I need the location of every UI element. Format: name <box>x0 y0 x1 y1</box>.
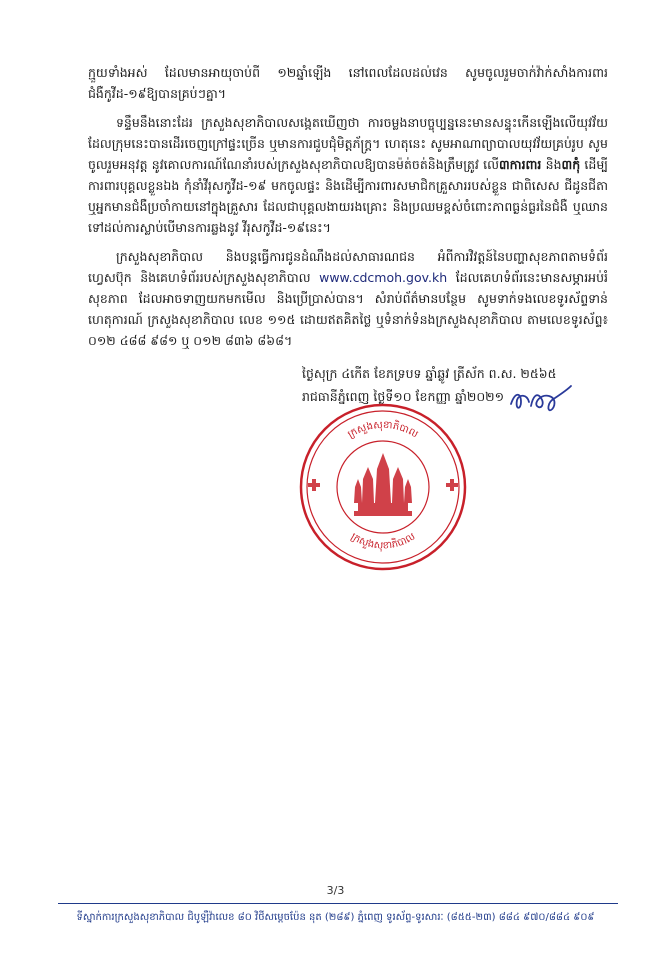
ministry-seal <box>288 395 478 575</box>
letter-body <box>88 62 608 359</box>
page-number: 3/3 <box>326 884 345 897</box>
paragraph-text: និង <box>541 157 562 172</box>
paragraph-youth-transmission <box>88 112 608 238</box>
seal-top-text: ក្រសួងសុខាភិបាល <box>346 419 420 441</box>
svg-text:ក្រសួងសុខាភិបាល <box>349 531 418 553</box>
website-link[interactable]: www.cdcmoh.gov.kh <box>319 270 448 285</box>
paragraph-text: ក្មួយទាំងអស់ ដែលមានអាយុចាប់ពី ១២ឆ្នាំឡើង នៅពេលដែលដល់វេន សូមចូលរួមចាក់វ៉ាក់សាំងការពារជំងឺកូវីដ-១៩ឱ្យបានគ្រប់ៗគ្នា។ <box>88 65 608 101</box>
paragraph-text: ដែលគេហទំព័រនេះមានសម្ភារអប់រំសុខភាព ដែលអាចទាញយកមកមើល និងប្រើប្រាស់បាន។ សំរាប់ព័ត៌មានបន្ថែម សូមទាក់ទងលេខទូរស័ព្ទទាន់ហេតុការណ៍ ក្រសួងសុខាភិបាល លេខ ១១៥ ដោយឥតគិតថ្លៃ ឬទំនាក់ទំនងក្រសួងសុខាភិបាល តាមលេខទូរស័ព្ទ៖ ០១២ ៤៨៨ ៩៨១ ឬ ០១២ ៨៣៦ ៨៦៨។ <box>88 270 608 348</box>
gregorian-date: រាជធានីភ្នំពេញ ថ្ងៃទី១០ ខែកញ្ញា ឆ្នាំ២០២១ <box>302 389 505 404</box>
footer-address: ទីស្នាក់ការក្រសួងសុខាភិបាល ជិបូឡឺវ៉ាលេខ ៨០ វិថីសម្ដេចប៉ែន នុត (២៨៩) ភ្នំពេញ ទូរស័ព្ទ-ទូរសារៈ (៨៥៥-២៣) ៨៨៤ ៩៧០/៨៨៤ ៩០៩ <box>76 912 595 923</box>
three-protect-phrase: ៣ការពារ <box>498 157 542 172</box>
paragraph-contact-info <box>88 246 608 351</box>
footer-divider <box>58 903 618 904</box>
paragraph-text: ទន្ទឹមនឹងនោះដែរ ក្រសួងសុខាភិបាលសង្កេតឃើញថា ការចម្លងនាបច្ចុប្បន្ននេះមានសន្ទុះកើនឡើងលើយុវវ័យ ដែលក្រុមនេះបានដើរចេញក្រៅផ្ទះច្រើន ឬមានការជួបជុំមិត្តភ័ក្ត្រ។ ហេតុនេះ សូមអាណាព្យាបាលយុវវ័យគ្រប់រូប សូមចូលរួមអនុវត្ត នូវគោលការណ៍ណែនាំរបស់ក្រសួងសុខាភិបាលឱ្យបានម៉ត់ចត់និងត្រឹមត្រូវ លើ <box>88 115 608 172</box>
paragraph-text: ដើម្បីការពារបុគ្គលខ្លួនឯង កុំនាំវីរុសកូវីដ-១៩ មកចូលផ្ទះ និងដើម្បីការពារសមាជិកគ្រួសាររបស់ខ្លួន ជាពិសេស ជីដូនជីតា ឬអ្នកមានជំងឺប្រចាំកាយនៅក្នុងគ្រួសារ ដែលជាបុគ្គលងាយរងគ្រោះ និងប្រឈមខ្ពស់ចំពោះភាពធ្ងន់ធ្ងរនៃជំងឺ ឬឈានទៅដល់ការស្លាប់បើមានការឆ្លងនូវ វីរុសកូវីដ-១៩នេះ។ <box>88 157 608 235</box>
paragraph-text: ក្រសួងសុខាភិបាល និងបន្តធ្វើការជូនដំណឹងដល់សាធារណជន អំពីការវិវត្តន៍នៃបញ្ហាសុខភាពតាមទំព័រហ្វេសប៊ុក និងគេហទំព័ររបស់ក្រសួងសុខាភិបាល <box>88 249 608 285</box>
signature-scribble <box>507 382 577 418</box>
svg-text:ក្រសួងសុខាភិបាល <box>346 419 420 441</box>
paragraph-continuation <box>88 62 608 104</box>
three-dont-phrase: ៣កុំ <box>561 157 581 172</box>
seal-bottom-text: ក្រសួងសុខាភិបាល <box>348 531 418 552</box>
lunar-date: ថ្ងៃសុក្រ ៤កើត ខែភទ្របទ ឆ្នាំឆ្លូវ ត្រីស័ក ព.ស. ២៥៦៥ <box>302 366 557 381</box>
